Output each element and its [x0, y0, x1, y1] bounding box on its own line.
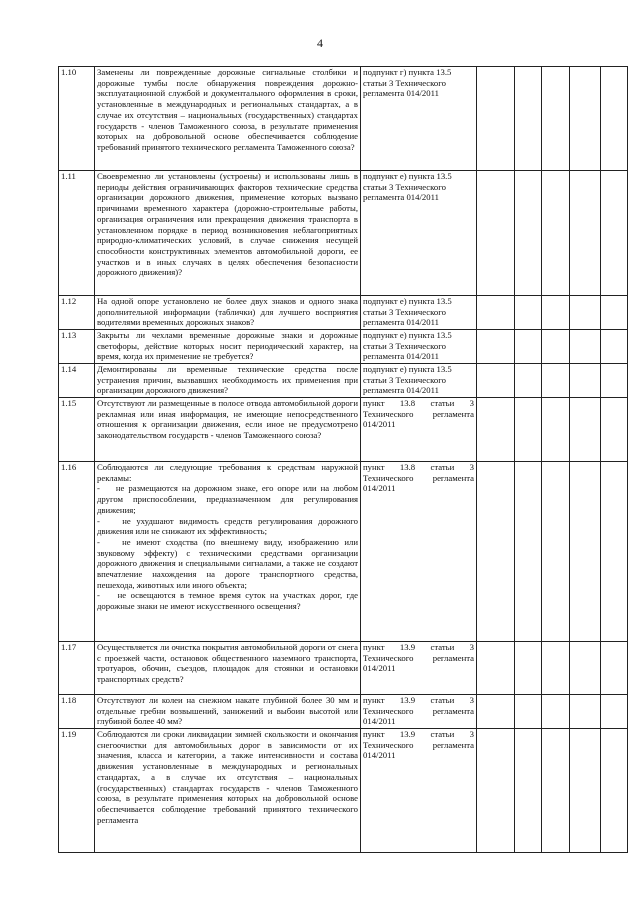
- reference-cell: подпункт е) пункта 13.5 статьи 3 Технического регламента 014/2011: [361, 330, 477, 364]
- table-row: [59, 171, 628, 296]
- page-number: 4: [317, 36, 323, 50]
- question-cell: [95, 695, 361, 729]
- answer-cell-1[interactable]: [477, 364, 515, 398]
- answer-cell-2[interactable]: [515, 364, 542, 398]
- question-text: Соблюдаются ли сроки ликвидации зимней скользкости и окончания снегоочистки для автомобильных дорог в зависимости от их значения, класса и категории, а также интенсивности и состава движения установленные в международных и региональных стандартах, а в случае их отсутствия – национальных (государственных) стандартах государств - членов Таможенного союза, в результате применения которых на добровольной основе обеспечивается соблюдение требований принятого технического регламента: [97, 729, 358, 825]
- answer-cell-3[interactable]: [542, 171, 570, 296]
- row-number: 1.10: [59, 67, 95, 171]
- row-number: 1.15: [59, 398, 95, 462]
- answer-cell-5[interactable]: [601, 330, 628, 364]
- question-text: Своевременно ли установлены (устроены) и использованы лишь в периоды действия ограничивающих факторов технические средства организации дорожного движения, применение которых вызвано причинами временного характера (дорожно-строительные работы, организация ограничения или прекращения движения транспорта в установленном порядке в период возникновения неблагоприятных природно-климатических условий, в случае снижения несущей способности конструктивных элементов автомобильной дороги, ее участков и в иных случаях в целях обеспечения безопасности дорожного движения)?: [97, 171, 358, 278]
- requirement-item: [97, 590, 358, 611]
- table-row: [59, 462, 628, 642]
- table-row: [59, 364, 628, 398]
- checklist-table: [58, 66, 628, 853]
- reference-cell: подпункт е) пункта 13.5 статьи 3 Технического регламента 014/2011: [361, 296, 477, 330]
- question-cell: [95, 729, 361, 853]
- answer-cell-1[interactable]: [477, 462, 515, 642]
- answer-cell-3[interactable]: [542, 642, 570, 695]
- item-dash: -: [97, 483, 116, 494]
- row-number: 1.17: [59, 642, 95, 695]
- row-number: 1.12: [59, 296, 95, 330]
- answer-cell-5[interactable]: [601, 364, 628, 398]
- answer-cell-4[interactable]: [570, 364, 601, 398]
- row-number: 1.16: [59, 462, 95, 642]
- answer-cell-4[interactable]: [570, 296, 601, 330]
- reference-cell: пункт 13.8 статьи 3 Технического регламента 014/2011: [361, 398, 477, 462]
- requirement-text: не ухудшают видимость средств регулирования дорожного движения или не снижают их эффективность;: [97, 515, 358, 537]
- question-text: Отсутствуют ли размещенные в полосе отвода автомобильной дороги рекламная или иная информация, не имеющие непосредственного отношения к организации движения, если иное не предусмотрено законодательством государств - членов Таможенного союза?: [97, 398, 358, 441]
- answer-cell-3[interactable]: [542, 729, 570, 853]
- question-text: Отсутствуют ли колеи на снежном накате глубиной более 30 мм и отдельные гребни возвышений, занижений и выбоин высотой или глубиной более 40 мм?: [97, 695, 358, 727]
- item-dash: -: [97, 590, 118, 601]
- question-text: Соблюдаются ли следующие требования к средствам наружной рекламы:: [97, 462, 358, 483]
- table-row: [59, 642, 628, 695]
- table-row: [59, 729, 628, 853]
- answer-cell-4[interactable]: [570, 462, 601, 642]
- row-number: 1.18: [59, 695, 95, 729]
- answer-cell-3[interactable]: [542, 330, 570, 364]
- question-text: На одной опоре установлено не более двух знаков и одного знака дополнительной информации (таблички) для лучшего восприятия водителями временных дорожных знаков?: [97, 296, 358, 328]
- table-row: [59, 695, 628, 729]
- answer-cell-4[interactable]: [570, 330, 601, 364]
- row-number: 1.13: [59, 330, 95, 364]
- answer-cell-3[interactable]: [542, 296, 570, 330]
- reference-cell: подпункт е) пункта 13.5 статьи 3 Технического регламента 014/2011: [361, 364, 477, 398]
- reference-cell: пункт 13.9 статьи 3 Технического регламента 014/2011: [361, 642, 477, 695]
- answer-cell-2[interactable]: [515, 67, 542, 171]
- answer-cell-4[interactable]: [570, 729, 601, 853]
- answer-cell-1[interactable]: [477, 296, 515, 330]
- answer-cell-4[interactable]: [570, 695, 601, 729]
- requirement-item: [97, 537, 358, 591]
- row-number: 1.11: [59, 171, 95, 296]
- answer-cell-3[interactable]: [542, 67, 570, 171]
- answer-cell-3[interactable]: [542, 364, 570, 398]
- answer-cell-5[interactable]: [601, 171, 628, 296]
- answer-cell-1[interactable]: [477, 330, 515, 364]
- answer-cell-3[interactable]: [542, 695, 570, 729]
- table-row: [59, 296, 628, 330]
- item-dash: -: [97, 515, 123, 526]
- question-cell: [95, 364, 361, 398]
- answer-cell-2[interactable]: [515, 296, 542, 330]
- requirement-text: не имеют сходства (по внешнему виду, изображению или звуковому эффекту) с техническими средствами организации дорожного движения и специальными сигналами, а также не создают впечатление нахождения на дороге транспортного средства, пешехода, животных или иного объекта;: [97, 536, 358, 590]
- answer-cell-1[interactable]: [477, 67, 515, 171]
- reference-cell: подпункт е) пункта 13.5 статьи 3 Технического регламента 014/2011: [361, 171, 477, 296]
- answer-cell-4[interactable]: [570, 398, 601, 462]
- question-text: Закрыты ли чехлами временные дорожные знаки и дорожные светофоры, действие которых носит периодический характер, на время, когда их применение не требуется?: [97, 330, 358, 362]
- answer-cell-3[interactable]: [542, 398, 570, 462]
- row-number: 1.14: [59, 364, 95, 398]
- requirement-item: [97, 516, 358, 537]
- answer-cell-1[interactable]: [477, 171, 515, 296]
- question-cell: [95, 171, 361, 296]
- question-text: Осуществляется ли очистка покрытия автомобильной дороги от снега с проезжей части, остановок общественного наземного транспорта, тротуаров, обочин, съездов, площадок для стоянки и остановки транспортных средств?: [97, 642, 358, 685]
- requirement-text: не размещаются на дорожном знаке, его опоре или на любом другом приспособлении, предназначенном для регулирования движения;: [97, 483, 358, 515]
- reference-cell: пункт 13.8 статьи 3 Технического регламента 014/2011: [361, 462, 477, 642]
- answer-cell-4[interactable]: [570, 67, 601, 171]
- reference-cell: подпункт г) пункта 13.5 статьи 3 Технического регламента 014/2011: [361, 67, 477, 171]
- table-row: [59, 330, 628, 364]
- answer-cell-2[interactable]: [515, 642, 542, 695]
- answer-cell-2[interactable]: [515, 330, 542, 364]
- answer-cell-2[interactable]: [515, 695, 542, 729]
- answer-cell-5[interactable]: [601, 729, 628, 853]
- answer-cell-5[interactable]: [601, 462, 628, 642]
- reference-cell: пункт 13.9 статьи 3 Технического регламента 014/2011: [361, 695, 477, 729]
- requirement-text: не освещаются в темное время суток на участках дорог, где дорожные знаки не имеют искусственного освещения?: [97, 590, 358, 612]
- question-cell: [95, 398, 361, 462]
- answer-cell-1[interactable]: [477, 642, 515, 695]
- table-row: [59, 67, 628, 171]
- question-cell: [95, 67, 361, 171]
- answer-cell-5[interactable]: [601, 695, 628, 729]
- answer-cell-2[interactable]: [515, 462, 542, 642]
- question-cell: [95, 462, 361, 642]
- answer-cell-2[interactable]: [515, 729, 542, 853]
- question-cell: [95, 642, 361, 695]
- checklist-body: [59, 67, 628, 853]
- answer-cell-4[interactable]: [570, 642, 601, 695]
- reference-cell: пункт 13.9 статьи 3 Технического регламента 014/2011: [361, 729, 477, 853]
- answer-cell-2[interactable]: [515, 398, 542, 462]
- row-number: 1.19: [59, 729, 95, 853]
- answer-cell-5[interactable]: [601, 67, 628, 171]
- table-row: [59, 398, 628, 462]
- answer-cell-5[interactable]: [601, 398, 628, 462]
- answer-cell-5[interactable]: [601, 296, 628, 330]
- question-cell: [95, 330, 361, 364]
- question-cell: [95, 296, 361, 330]
- item-dash: -: [97, 536, 123, 547]
- answer-cell-4[interactable]: [570, 171, 601, 296]
- answer-cell-1[interactable]: [477, 398, 515, 462]
- answer-cell-3[interactable]: [542, 462, 570, 642]
- answer-cell-1[interactable]: [477, 695, 515, 729]
- answer-cell-2[interactable]: [515, 171, 542, 296]
- requirement-item: [97, 483, 358, 515]
- answer-cell-1[interactable]: [477, 729, 515, 853]
- answer-cell-5[interactable]: [601, 642, 628, 695]
- question-text: Заменены ли поврежденные дорожные сигнальные столбики и дорожные тумбы после обнаружения повреждения дорожно-эксплуатационной службой и документального оформления в сроки, установленные в международных и региональных стандартах, а в случае их отсутствия – национальных (государственных) стандартах государств - членов Таможенного союза, в результате применения которых на добровольной основе обеспечивается соблюдение требований принятого технического регламента Таможенного союза?: [97, 67, 358, 152]
- question-text: Демонтированы ли временные технические средства после устранения причин, вызвавших необходимость их применения при организации дорожного движения?: [97, 364, 358, 396]
